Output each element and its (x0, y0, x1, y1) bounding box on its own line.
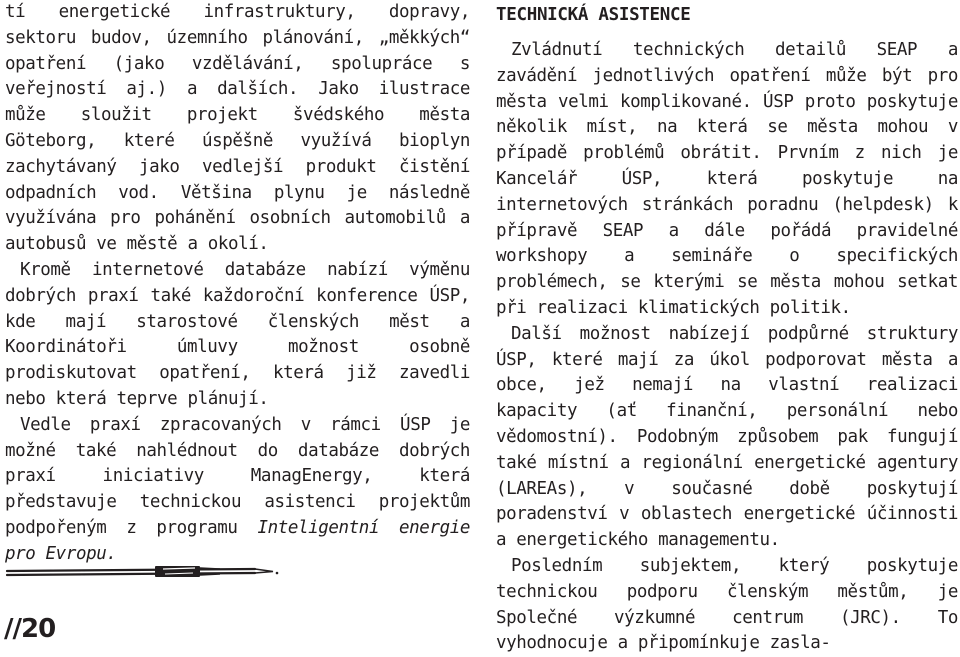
pencil-icon (5, 560, 290, 584)
program-name-italic: Inteligentní energie pro Evropu. (5, 517, 470, 564)
right-column (496, 0, 958, 657)
right-paragraph-1: Zvládnutí technických detailů SEAP a zavádění jednotlivých opatření může být pro města velmi komplikované. ÚSP proto poskytuje několik míst, na která se města mohou v případě problémů obrátit. Prvním z nich je Kancelář ÚSP, která poskytuje na internetových stránkách poradnu (helpdesk) k přípravě SEAP a dále pořádá pravidelné workshopy a semináře o specifických problémech, se kterými se města mohou setkat při realizaci klimatických politik. (496, 40, 958, 318)
left-column (5, 0, 470, 568)
right-paragraph-3: Posledním subjektem, který poskytuje technickou podporu členským městům, je Společné výzkumné centrum (JRC). To vyhodnocuje a připomínkuje zasla- (496, 555, 958, 654)
left-paragraph-1: tí energetické infrastruktury, dopravy, sektoru budov, územního plánování, „měkkých“ opatření (jako vzdělávání, spolupráce s veřejností aj.) a dalších. Jako ilustrace může sloužit projekt švédského města Göteborg, které úspěšně využívá bioplyn zachytávaný jako vedlejší produkt čistění odpadních vod. Většina plynu je následně využívána pro pohánění osobních automobilů a autobusů ve městě a okolí. (5, 2, 470, 255)
left-paragraph-2: Kromě internetové databáze nabízí výměnu dobrých praxí také každoroční konference ÚSP, kde mají starostové členských měst a Koordinátoři úmluvy možnost osobně prodiskutovat opatření, která již zavedli nebo která teprve plánují. (5, 259, 470, 409)
left-paragraph-3 (5, 413, 470, 568)
page-number: //20 (4, 614, 56, 644)
right-paragraph-2: Další možnost nabízejí podpůrné struktury ÚSP, které mají za úkol podporovat města a obce, jež nemají na vlastní realizaci kapacity (ať finanční, personální nebo vědomostní). Podobným způsobem pak fungují také místní a regionální energetické agentury (LAREAs), v současné době poskytují poradenství v oblastech energetické účinnosti a energetického managementu. (496, 323, 958, 551)
left-paragraph-3-text: Vedle praxí zpracovaných v rámci ÚSP je možné také nahlédnout do databáze dobrých praxí iniciativy ManagEnergy, která představuje technickou asistenci projektům podpořeným z programu (5, 414, 470, 538)
section-heading: TECHNICKÁ ASISTENCE (496, 5, 691, 25)
